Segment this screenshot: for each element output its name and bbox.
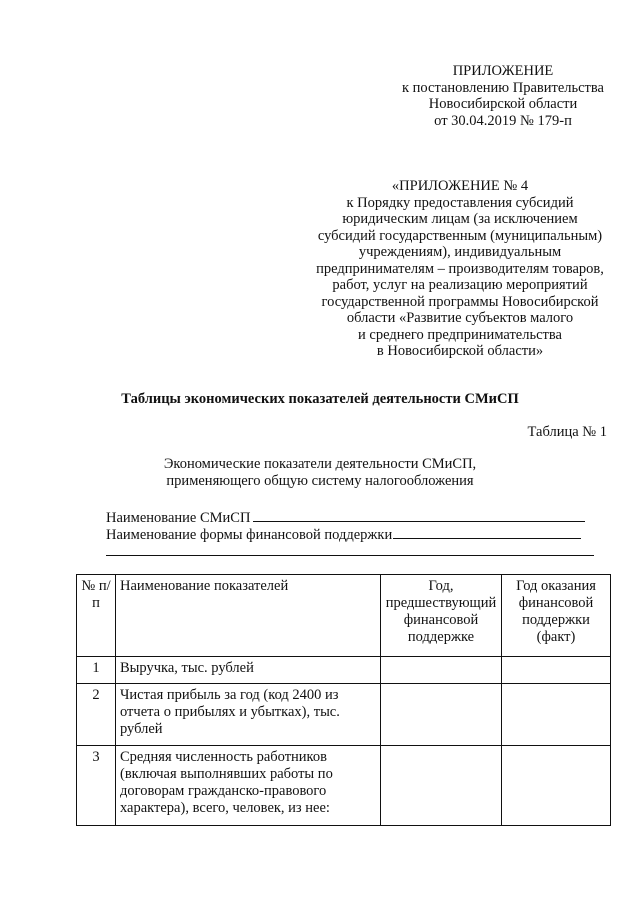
appendix-4-line: в Новосибирской области» — [376, 343, 544, 359]
appendix-line: Новосибирской области — [428, 96, 578, 112]
header-num: № п/п — [77, 575, 116, 657]
support-form-blank-continuation[interactable] — [106, 555, 594, 556]
document-title: Таблицы экономических показателей деятельности СМиСП — [121, 391, 519, 407]
appendix-4-line: к Порядку предоставления субсидий — [346, 194, 574, 211]
table-row — [77, 746, 611, 826]
smisp-name-label: Наименование СМиСП — [106, 510, 251, 526]
table-caption — [120, 456, 520, 490]
appendix-4-line: «ПРИЛОЖЕНИЕ № 4 — [391, 178, 529, 194]
appendix-4-line: работ, услуг на реализацию мероприятий — [332, 277, 588, 293]
row-num: 3 — [77, 746, 116, 826]
row-prev-year-cell[interactable] — [381, 684, 502, 746]
table-number: Таблица № 1 — [527, 424, 607, 440]
row-support-year-cell[interactable] — [502, 746, 611, 826]
indicators-table — [76, 574, 611, 826]
appendix-block — [393, 63, 613, 129]
appendix-4-line: предпринимателям – производителям товаров, — [316, 260, 604, 277]
row-prev-year-cell[interactable] — [381, 746, 502, 826]
appendix-4-line: юридическим лицам (за исключением — [342, 211, 578, 227]
appendix-4-line: государственной программы Новосибирской — [321, 293, 599, 310]
appendix-4-line: субсидий государственным (муниципальным) — [317, 227, 603, 244]
table-caption-line: Экономические показатели деятельности СМиСП, — [163, 456, 477, 472]
support-form-field — [106, 524, 581, 544]
table-header-row — [77, 575, 611, 657]
appendix-4-block — [296, 178, 624, 360]
header-support-year: Год оказания финансовой поддержки (факт) — [502, 575, 611, 657]
appendix-4-line: области «Развитие субъектов малого — [346, 310, 574, 326]
appendix-line: от 30.04.2019 № 179-п — [434, 112, 572, 129]
row-name: Чистая прибыль за год (код 2400 из отчета о прибылях и убытках), тыс. рублей — [116, 684, 381, 746]
support-form-blank[interactable] — [393, 524, 581, 539]
row-support-year-cell[interactable] — [502, 684, 611, 746]
appendix-4-line: и среднего предпринимательства — [358, 326, 562, 343]
appendix-line: к постановлению Правительства — [402, 79, 604, 96]
row-support-year-cell[interactable] — [502, 657, 611, 684]
row-name: Выручка, тыс. рублей — [116, 657, 381, 684]
row-name: Средняя численность работников (включая выполнявших работы по договорам гражданско-правового характера), всего, человек, из нее: — [116, 746, 381, 826]
row-prev-year-cell[interactable] — [381, 657, 502, 684]
table-row — [77, 657, 611, 684]
header-name: Наименование показателей — [116, 575, 381, 657]
row-num: 2 — [77, 684, 116, 746]
appendix-4-line: учреждениям), индивидуальным — [358, 244, 562, 260]
support-form-label: Наименование формы финансовой поддержки — [106, 527, 393, 543]
header-prev-year: Год, предшествующий финансовой поддержке — [381, 575, 502, 657]
table-row — [77, 684, 611, 746]
appendix-line: ПРИЛОЖЕНИЕ — [452, 63, 554, 79]
smisp-name-blank[interactable] — [253, 507, 585, 522]
row-num: 1 — [77, 657, 116, 684]
table-caption-line: применяющего общую систему налогообложения — [166, 473, 474, 489]
